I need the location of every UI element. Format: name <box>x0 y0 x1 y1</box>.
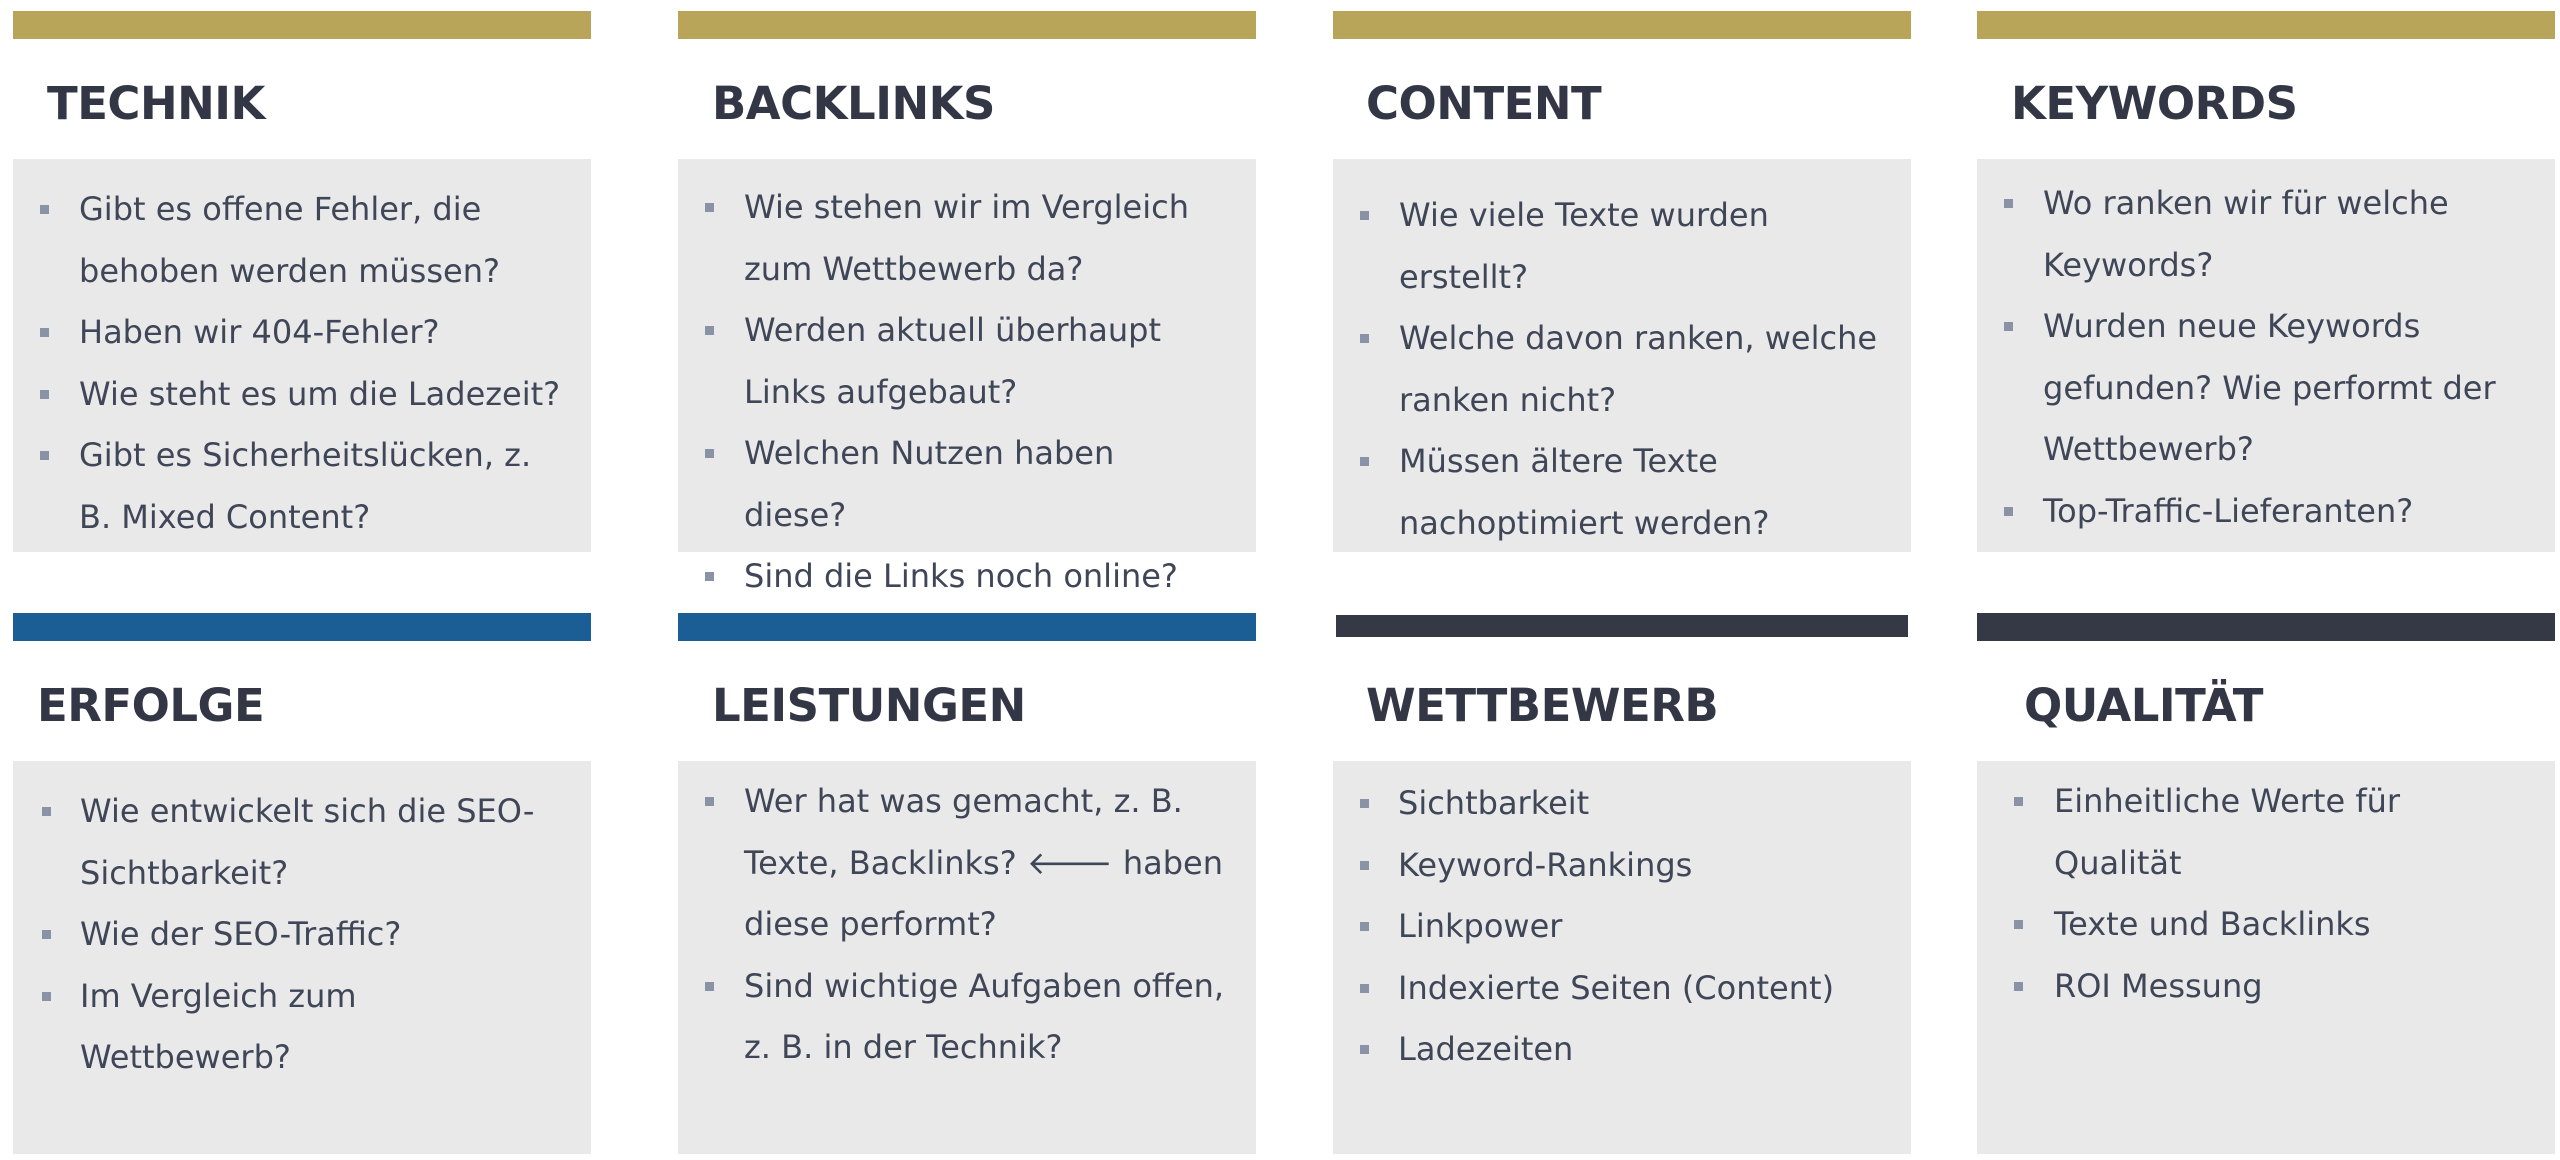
list-item: Linkpower <box>1333 896 1911 958</box>
card-content <box>1333 11 1911 554</box>
bullet-icon <box>2014 982 2023 991</box>
card-backlinks <box>678 11 1256 595</box>
bullet-icon <box>2004 322 2013 331</box>
card-technik <box>13 11 591 554</box>
card-title: BACKLINKS <box>712 77 995 130</box>
bullet-icon <box>1360 799 1369 808</box>
list-item: Sichtbarkeit <box>1333 773 1911 835</box>
bullet-icon <box>1360 984 1369 993</box>
card-panel <box>678 159 1256 595</box>
card-panel <box>1977 761 2555 1154</box>
list-item: Werden aktuell überhaupt Links aufgebaut? <box>678 300 1256 423</box>
list-item: Indexierte Seiten (Content) <box>1333 958 1911 1020</box>
list-item: Ladezeiten <box>1333 1019 1911 1081</box>
list-item: Gibt es Sicherheitslücken, z. B. Mixed Content? <box>13 425 591 548</box>
list-item: Einheitliche Werte für Qualität <box>1977 771 2555 894</box>
accent-bar <box>13 11 591 39</box>
list-item: Haben wir 404-Fehler? <box>13 302 591 364</box>
bullet-icon <box>1360 922 1369 931</box>
accent-bar <box>678 613 1256 641</box>
list-item: Gibt es offene Fehler, die behoben werden müssen? <box>13 179 591 302</box>
list-item: Im Vergleich zum Wettbewerb? <box>13 966 591 1089</box>
accent-bar <box>678 11 1256 39</box>
card-panel <box>1333 159 1911 552</box>
bullet-icon <box>1360 861 1369 870</box>
question-list <box>1333 185 1911 554</box>
card-panel <box>13 761 591 1154</box>
bullet-icon <box>2004 199 2013 208</box>
list-item: Texte und Backlinks <box>1977 894 2555 956</box>
bullet-icon <box>40 328 49 337</box>
bullet-icon <box>705 572 714 581</box>
card-title: TECHNIK <box>47 77 265 130</box>
question-list <box>1333 773 1911 1081</box>
bullet-icon <box>1360 334 1369 343</box>
list-item: Sind die Links noch online? <box>678 546 1256 608</box>
card-panel <box>1977 159 2555 552</box>
card-panel <box>678 761 1256 1154</box>
card-title: QUALITÄT <box>2024 679 2263 732</box>
accent-bar <box>1977 613 2555 641</box>
bullet-icon <box>1360 211 1369 220</box>
bullet-icon <box>2014 920 2023 929</box>
bullet-icon <box>1360 457 1369 466</box>
bullet-icon <box>705 326 714 335</box>
list-item: Müssen ältere Texte nachoptimiert werden? <box>1333 431 1911 554</box>
card-erfolge <box>13 613 591 1156</box>
list-item: Wie stehen wir im Vergleich zum Wettbewerb da? <box>678 177 1256 300</box>
bullet-icon <box>2014 797 2023 806</box>
card-title: ERFOLGE <box>37 679 265 732</box>
card-title: KEYWORDS <box>2011 77 2298 130</box>
question-list <box>678 771 1256 1079</box>
card-title: LEISTUNGEN <box>712 679 1026 732</box>
list-item: Wie viele Texte wurden erstellt? <box>1333 185 1911 308</box>
bullet-icon <box>40 390 49 399</box>
card-leistungen <box>678 613 1256 1156</box>
bullet-icon <box>40 451 49 460</box>
question-list <box>13 781 591 1089</box>
list-item: Wurden neue Keywords gefunden? Wie performt der Wettbewerb? <box>1977 296 2555 481</box>
accent-bar <box>1336 615 1908 637</box>
list-item: ROI Messung <box>1977 956 2555 1018</box>
list-item: Wo ranken wir für welche Keywords? <box>1977 173 2555 296</box>
list-item: Keyword-Rankings <box>1333 835 1911 897</box>
bullet-icon <box>705 449 714 458</box>
bullet-icon <box>40 205 49 214</box>
question-list <box>678 177 1256 608</box>
accent-bar <box>1977 11 2555 39</box>
list-item: Sind wichtige Aufgaben offen, z. B. in der Technik? <box>678 956 1256 1079</box>
bullet-icon <box>2004 507 2013 516</box>
question-list <box>1977 173 2555 542</box>
question-list <box>1977 771 2555 1017</box>
bullet-icon <box>42 807 51 816</box>
list-item: Welchen Nutzen haben diese? <box>678 423 1256 546</box>
bullet-icon <box>42 992 51 1001</box>
card-keywords <box>1977 11 2555 554</box>
list-item: Welche davon ranken, welche ranken nicht? <box>1333 308 1911 431</box>
list-item: Wie entwickelt sich die SEO-Sichtbarkeit? <box>13 781 591 904</box>
card-title: CONTENT <box>1366 77 1602 130</box>
list-item: Wie der SEO-Traffic? <box>13 904 591 966</box>
bullet-icon <box>1360 1045 1369 1054</box>
card-title: WETTBEWERB <box>1366 679 1719 732</box>
accent-bar <box>1333 11 1911 39</box>
bullet-icon <box>705 797 714 806</box>
accent-bar <box>13 613 591 641</box>
card-panel <box>13 159 591 552</box>
list-item: Top-Traffic-Lieferanten? <box>1977 481 2555 543</box>
bullet-icon <box>42 930 51 939</box>
card-wettbewerb <box>1333 613 1911 1156</box>
bullet-icon <box>705 203 714 212</box>
card-panel <box>1333 761 1911 1154</box>
question-list <box>13 179 591 548</box>
list-item: Wer hat was gemacht, z. B. Texte, Backlinks? 🡐 haben diese performt? <box>678 771 1256 956</box>
list-item: Wie steht es um die Ladezeit? <box>13 364 591 426</box>
card-qualitaet <box>1977 613 2555 1156</box>
bullet-icon <box>705 982 714 991</box>
